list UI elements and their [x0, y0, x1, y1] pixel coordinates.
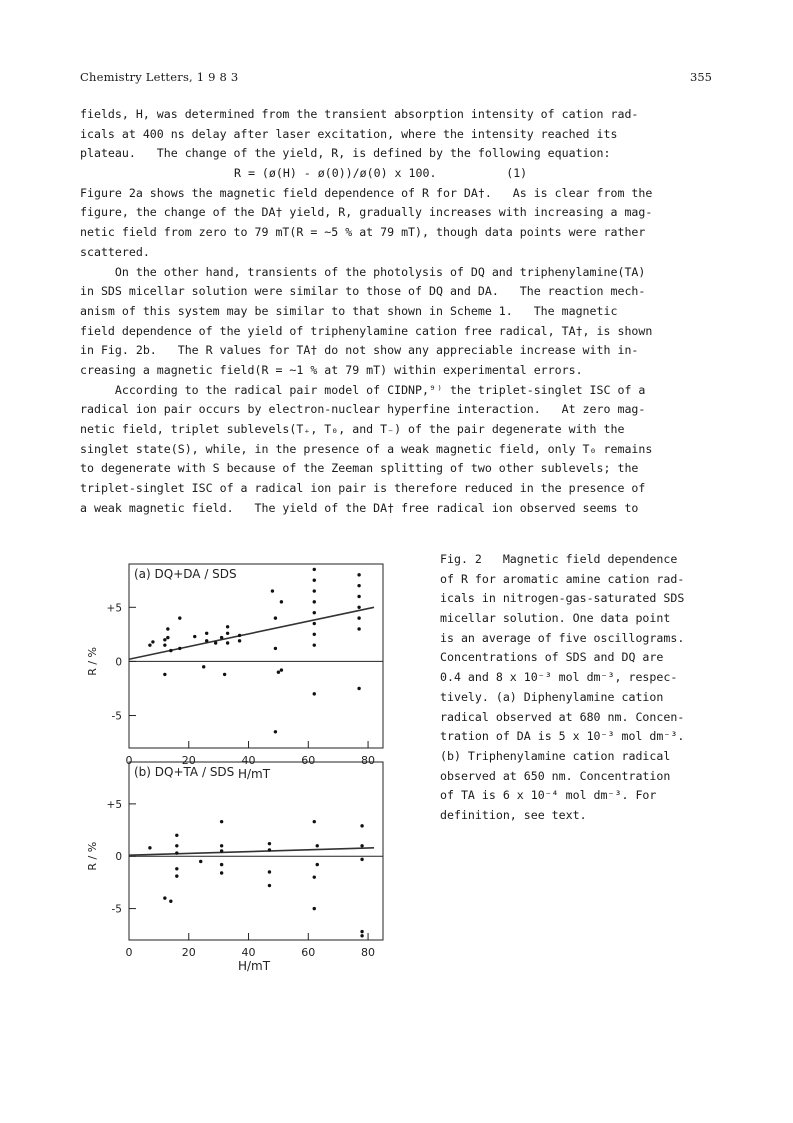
text-line: field dependence of the yield of triphenylamine cation free radical, TA†, is shown: [80, 323, 653, 338]
panel-a-data-point: [178, 647, 181, 650]
text-line: anism of this system may be similar to that shown in Scheme 1. The magnetic: [80, 303, 618, 318]
equation-1: R = (ø(H) - ø(0))/ø(0) x 100. (1): [234, 166, 528, 181]
panel-b-data-point: [220, 844, 223, 847]
panel-a-data-point: [205, 632, 208, 635]
panel-a-frame: [129, 564, 383, 748]
panel-b-data-point: [175, 867, 178, 870]
panel-a-data-point: [274, 647, 277, 650]
panel-a-data-point: [238, 639, 241, 642]
panel-a-data-point: [169, 649, 172, 652]
panel-a-x-tick-label: 40: [241, 754, 256, 767]
caption-line: of R for aromatic amine cation rad-: [440, 571, 685, 586]
panel-a-x-tick-label: 20: [181, 754, 196, 767]
panel-a-data-point: [271, 589, 274, 592]
panel-a-data-point: [148, 643, 151, 646]
panel-a-x-tick-label: 0: [125, 754, 133, 767]
panel-a-data-point: [274, 730, 277, 733]
panel-b-data-point: [148, 846, 151, 849]
text-line: in SDS micellar solution were similar to those of DQ and DA. The reaction mech-: [80, 284, 646, 299]
panel-a-data-point: [357, 573, 360, 576]
panel-b-data-point: [175, 874, 178, 877]
panel-b-x-tick-label: 80: [361, 946, 376, 959]
panel-b-data-point: [360, 934, 363, 937]
page-number: 355: [690, 70, 712, 84]
panel-a-data-point: [313, 633, 316, 636]
text-line: netic field, triplet sublevels(T₊, T₀, and T₋) of the pair degenerate with the: [80, 422, 625, 436]
panel-a-data-point: [357, 687, 360, 690]
figure-caption: [440, 550, 720, 826]
panel-b-y-tick-label: 0: [115, 851, 122, 864]
caption-line: micellar solution. One data point: [440, 611, 671, 626]
text-line: Figure 2a shows the magnetic field dependence of R for DA†. As is clear from the: [80, 185, 653, 200]
text-line: On the other hand, transients of the photolysis of DQ and triphenylamine(TA): [80, 264, 646, 279]
panel-a-data-point: [223, 673, 226, 676]
text-line: icals at 400 ns delay after laser excitation, where the intensity reached its: [80, 126, 618, 141]
panel-a-x-axis-label: H/mT: [237, 767, 271, 781]
panel-a-data-point: [313, 643, 316, 646]
panel-b-data-point: [316, 863, 319, 866]
text-line: netic field from zero to 79 mT(R = ~5 % at 79 mT), though data points were rather: [80, 225, 646, 240]
text-line: creasing a magnetic field(R = ~1 % at 79 mT) within experimental errors.: [80, 362, 583, 377]
panel-a-data-point: [238, 634, 241, 637]
panel-b-x-tick-label: 40: [241, 946, 256, 959]
panel-a-data-point: [280, 668, 283, 671]
panel-a-data-point: [166, 636, 169, 639]
panel-b-data-point: [220, 820, 223, 823]
panel-a-data-point: [357, 616, 360, 619]
panel-a-data-point: [313, 622, 316, 625]
panel-a-data-point: [357, 595, 360, 598]
text-line: in Fig. 2b. The R values for TA† do not show any appreciable increase with in-: [80, 343, 639, 358]
caption-line: radical observed at 680 nm. Concen-: [440, 709, 685, 724]
caption-line: (b) Triphenylamine cation radical: [440, 748, 671, 763]
panel-b-data-point: [199, 860, 202, 863]
panel-a-x-tick-label: 80: [361, 754, 376, 767]
panel-a-data-point: [313, 579, 316, 582]
panel-a-data-point: [226, 625, 229, 628]
caption-line: of TA is 6 x 10⁻⁴ mol dm⁻³. For: [440, 788, 657, 803]
panel-a-y-tick-label: 0: [115, 656, 122, 669]
panel-b-fit-line: [129, 848, 374, 855]
panel-b-data-point: [169, 900, 172, 903]
panel-b: [86, 762, 383, 973]
panel-b-data-point: [268, 884, 271, 887]
panel-a-data-point: [226, 632, 229, 635]
text-line: According to the radical pair model of CIDNP,⁹⁾ the triplet-singlet ISC of a: [80, 382, 646, 397]
panel-a-data-point: [313, 611, 316, 614]
panel-a-data-point: [313, 568, 316, 571]
text-line: radical ion pair occurs by electron-nuclear hyperfine interaction. At zero mag-: [80, 402, 646, 417]
panel-a: [86, 564, 383, 781]
panel-a-data-point: [178, 616, 181, 619]
text-line: plateau. The change of the yield, R, is defined by the following equation:: [80, 146, 611, 161]
text-line: fields, H, was determined from the transient absorption intensity of cation rad-: [80, 107, 639, 121]
panel-a-data-point: [163, 638, 166, 641]
panel-a-data-point: [163, 673, 166, 676]
panel-b-data-point: [175, 851, 178, 854]
caption-line: is an average of five oscillograms.: [440, 630, 685, 645]
caption-line: tration of DA is 5 x 10⁻³ mol dm⁻³.: [440, 729, 685, 744]
text-line: to degenerate with S because of the Zeeman splitting of two other sublevels; the: [80, 461, 639, 476]
panel-a-label: (a) DQ+DA / SDS: [134, 567, 237, 581]
panel-a-data-point: [357, 606, 360, 609]
panel-a-data-point: [220, 636, 223, 639]
panel-b-x-tick-label: 60: [301, 946, 316, 959]
panel-a-data-point: [313, 589, 316, 592]
panel-b-data-point: [360, 824, 363, 827]
text-line: triplet-singlet ISC of a radical ion pair is therefore reduced in the presence of: [80, 481, 646, 496]
panel-a-data-point: [226, 641, 229, 644]
panel-b-y-tick-label: +5: [106, 798, 122, 811]
panel-b-y-tick-label: -5: [111, 903, 122, 916]
panel-b-data-point: [220, 863, 223, 866]
caption-line: 0.4 and 8 x 10⁻³ mol dm⁻³, respec-: [440, 670, 678, 685]
panel-b-data-point: [268, 848, 271, 851]
panel-a-data-point: [205, 639, 208, 642]
panel-a-data-point: [357, 627, 360, 630]
panel-a-x-tick-label: 60: [301, 754, 316, 767]
panel-b-x-tick-label: 0: [125, 946, 133, 959]
panel-a-fit-line: [129, 607, 374, 659]
figure-2: [80, 548, 420, 978]
caption-line: tively. (a) Diphenylamine cation: [440, 689, 664, 704]
caption-line: definition, see text.: [440, 807, 587, 822]
main-text: [80, 105, 716, 518]
panel-b-data-point: [313, 820, 316, 823]
panel-a-data-point: [274, 616, 277, 619]
panel-a-data-point: [193, 635, 196, 638]
panel-a-data-point: [313, 600, 316, 603]
panel-a-data-point: [357, 584, 360, 587]
panel-a-data-point: [166, 627, 169, 630]
panel-b-data-point: [313, 875, 316, 878]
panel-a-data-point: [214, 641, 217, 644]
panel-b-x-tick-label: 20: [181, 946, 196, 959]
panel-b-data-point: [316, 844, 319, 847]
panel-b-data-point: [360, 858, 363, 861]
panel-b-data-point: [220, 871, 223, 874]
panel-b-data-point: [360, 844, 363, 847]
panel-a-y-tick-label: +5: [106, 602, 122, 615]
panel-a-data-point: [163, 643, 166, 646]
journal-header: Chemistry Letters, 1 9 8 3: [80, 70, 239, 84]
caption-line: Fig. 2 Magnetic field dependence: [440, 552, 678, 566]
panel-b-data-point: [175, 834, 178, 837]
text-line: scattered.: [80, 244, 150, 259]
panel-b-data-point: [313, 907, 316, 910]
panel-b-label: (b) DQ+TA / SDS: [134, 765, 235, 779]
panel-a-data-point: [151, 640, 154, 643]
panel-b-x-axis-label: H/mT: [237, 959, 271, 973]
text-line: figure, the change of the DA† yield, R, gradually increases with increasing a mag-: [80, 205, 653, 220]
panel-a-y-tick-label: -5: [111, 710, 122, 723]
text-line: a weak magnetic field. The yield of the DA† free radical ion observed seems to: [80, 500, 639, 515]
panel-a-y-axis-label: R / %: [86, 647, 99, 676]
panel-a-data-point: [313, 692, 316, 695]
panel-b-data-point: [268, 870, 271, 873]
panel-a-data-point: [277, 671, 280, 674]
panel-b-data-point: [163, 896, 166, 899]
panel-a-data-point: [202, 665, 205, 668]
panel-b-data-point: [268, 842, 271, 845]
panel-b-data-point: [175, 844, 178, 847]
text-line: singlet state(S), while, in the presence of a weak magnetic field, only T₀ remains: [80, 441, 653, 456]
panel-b-y-axis-label: R / %: [86, 841, 99, 871]
caption-line: icals in nitrogen-gas-saturated SDS: [440, 591, 685, 606]
panel-a-data-point: [280, 600, 283, 603]
panel-b-data-point: [220, 849, 223, 852]
panel-b-data-point: [360, 930, 363, 933]
caption-line: observed at 650 nm. Concentration: [440, 768, 671, 783]
caption-line: Concentrations of SDS and DQ are: [440, 650, 664, 665]
